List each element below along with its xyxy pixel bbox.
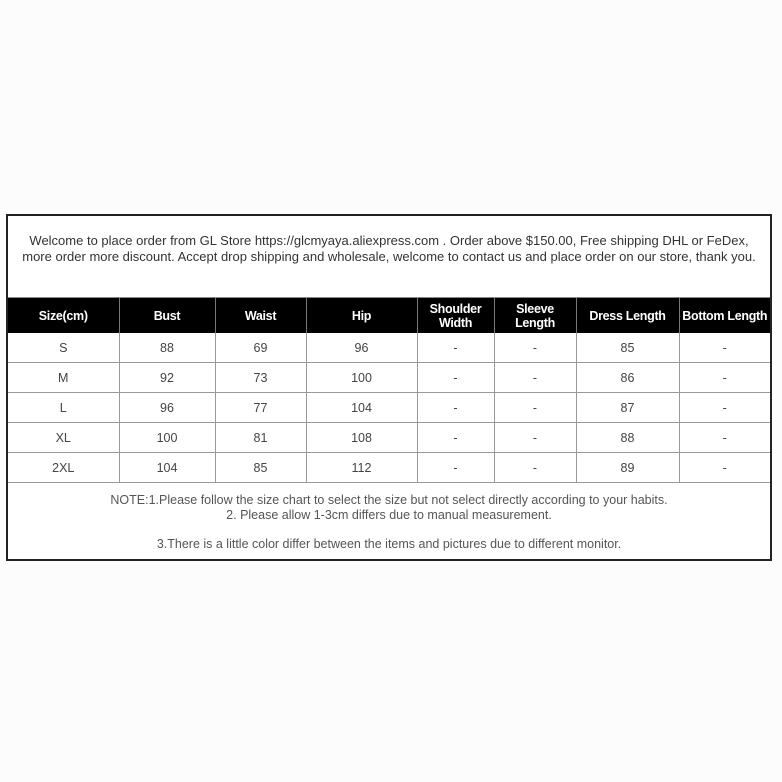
table-row: [8, 453, 770, 483]
table-cell: 73: [215, 363, 306, 393]
header-bottom-length: Bottom Length: [679, 298, 770, 333]
table-header-row: [8, 298, 770, 333]
table-row: [8, 333, 770, 363]
table-cell: -: [494, 393, 576, 423]
header-size: Size(cm): [8, 298, 119, 333]
table-cell: -: [494, 423, 576, 453]
table-cell: 112: [306, 453, 417, 483]
table-cell: 87: [576, 393, 679, 423]
note-line-2: 2. Please allow 1-3cm differs due to manual measurement.: [226, 508, 552, 522]
table-cell: L: [8, 393, 119, 423]
table-cell: 85: [576, 333, 679, 363]
table-cell: -: [417, 333, 494, 363]
table-cell: 108: [306, 423, 417, 453]
size-chart: [6, 214, 772, 561]
table-cell: 81: [215, 423, 306, 453]
size-table: [8, 298, 770, 483]
table-cell: -: [679, 393, 770, 423]
table-cell: S: [8, 333, 119, 363]
table-cell: -: [417, 453, 494, 483]
table-cell: 100: [306, 363, 417, 393]
table-cell: 88: [576, 423, 679, 453]
table-cell: 69: [215, 333, 306, 363]
header-hip: Hip: [306, 298, 417, 333]
table-row: [8, 363, 770, 393]
table-cell: -: [679, 333, 770, 363]
note-line-1: NOTE:1.Please follow the size chart to select the size but not select directly according to your habits.: [110, 493, 668, 507]
table-cell: 86: [576, 363, 679, 393]
table-cell: -: [494, 363, 576, 393]
note-line-3: 3.There is a little color differ between the items and pictures due to different monitor.: [156, 537, 622, 551]
table-cell: 92: [119, 363, 215, 393]
table-cell: 96: [306, 333, 417, 363]
table-cell: XL: [8, 423, 119, 453]
store-welcome-text: Welcome to place order from GL Store https://glcmyaya.aliexpress.com . Order above $150.00, Free shipping DHL or FeDex, more order more discount. Accept drop shipping and wholesale, welcome to contact us and place order on our store, thank you.: [8, 216, 770, 298]
header-dress-length: Dress Length: [576, 298, 679, 333]
table-cell: 104: [306, 393, 417, 423]
table-cell: 104: [119, 453, 215, 483]
table-cell: 77: [215, 393, 306, 423]
table-row: [8, 393, 770, 423]
table-cell: 2XL: [8, 453, 119, 483]
table-cell: 96: [119, 393, 215, 423]
table-cell: 85: [215, 453, 306, 483]
table-cell: -: [679, 453, 770, 483]
header-shoulder-width: Shoulder Width: [417, 298, 494, 333]
table-cell: -: [417, 423, 494, 453]
table-cell: -: [417, 393, 494, 423]
table-cell: -: [417, 363, 494, 393]
table-cell: -: [494, 333, 576, 363]
table-cell: -: [679, 363, 770, 393]
table-row: [8, 423, 770, 453]
table-cell: M: [8, 363, 119, 393]
notes-section: [8, 483, 770, 552]
header-waist: Waist: [215, 298, 306, 333]
table-cell: -: [494, 453, 576, 483]
table-cell: 89: [576, 453, 679, 483]
table-cell: 100: [119, 423, 215, 453]
header-bust: Bust: [119, 298, 215, 333]
table-cell: -: [679, 423, 770, 453]
table-cell: 88: [119, 333, 215, 363]
header-sleeve-length: Sleeve Length: [494, 298, 576, 333]
